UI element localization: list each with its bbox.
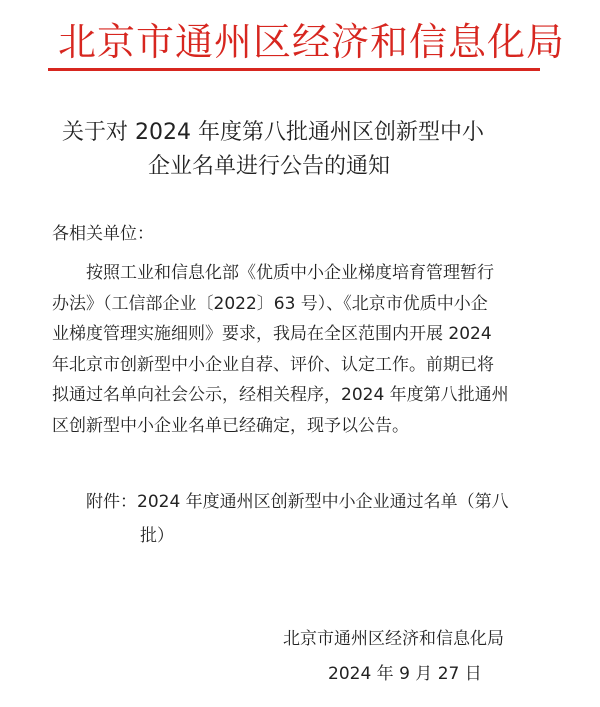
body-line-2: 办法》（工信部企业〔2022〕63 号）、《北京市优质中小企 [52,293,488,314]
masthead-red-rule [48,68,540,71]
attachment-line-2: 批） [140,526,174,546]
signature-issuer: 北京市通州区经济和信息化局 [283,629,504,649]
body-line-1: 按照工业和信息化部《优质中小企业梯度培育管理暂行 [86,263,494,283]
signature-date: 2024 年 9 月 27 日 [328,664,482,684]
body-line-5: 拟通过名单向社会公示，经相关程序，2024 年度第八批通州 [52,385,509,405]
salutation: 各相关单位： [52,224,154,244]
attachment-line-1: 附件：2024 年度通州区创新型中小企业通过名单（第八 [86,492,509,512]
masthead-issuer: 北京市通州区经济和信息化局 [58,20,566,64]
body-line-6: 区创新型中小企业名单已经确定，现予以公告。 [52,415,409,436]
document-title-line-2: 企业名单进行公告的通知 [148,154,391,179]
body-line-4: 年北京市创新型中小企业自荐、评价、认定工作。前期已将 [52,354,494,375]
document-title [62,116,542,184]
body-line-3: 业梯度管理实施细则》要求，我局在全区范围内开展 2024 [52,324,492,344]
document-title-line-1: 关于对 2024 年度第八批通州区创新型中小 [62,120,484,145]
attachment-note [86,485,546,553]
body-paragraph [52,258,546,441]
